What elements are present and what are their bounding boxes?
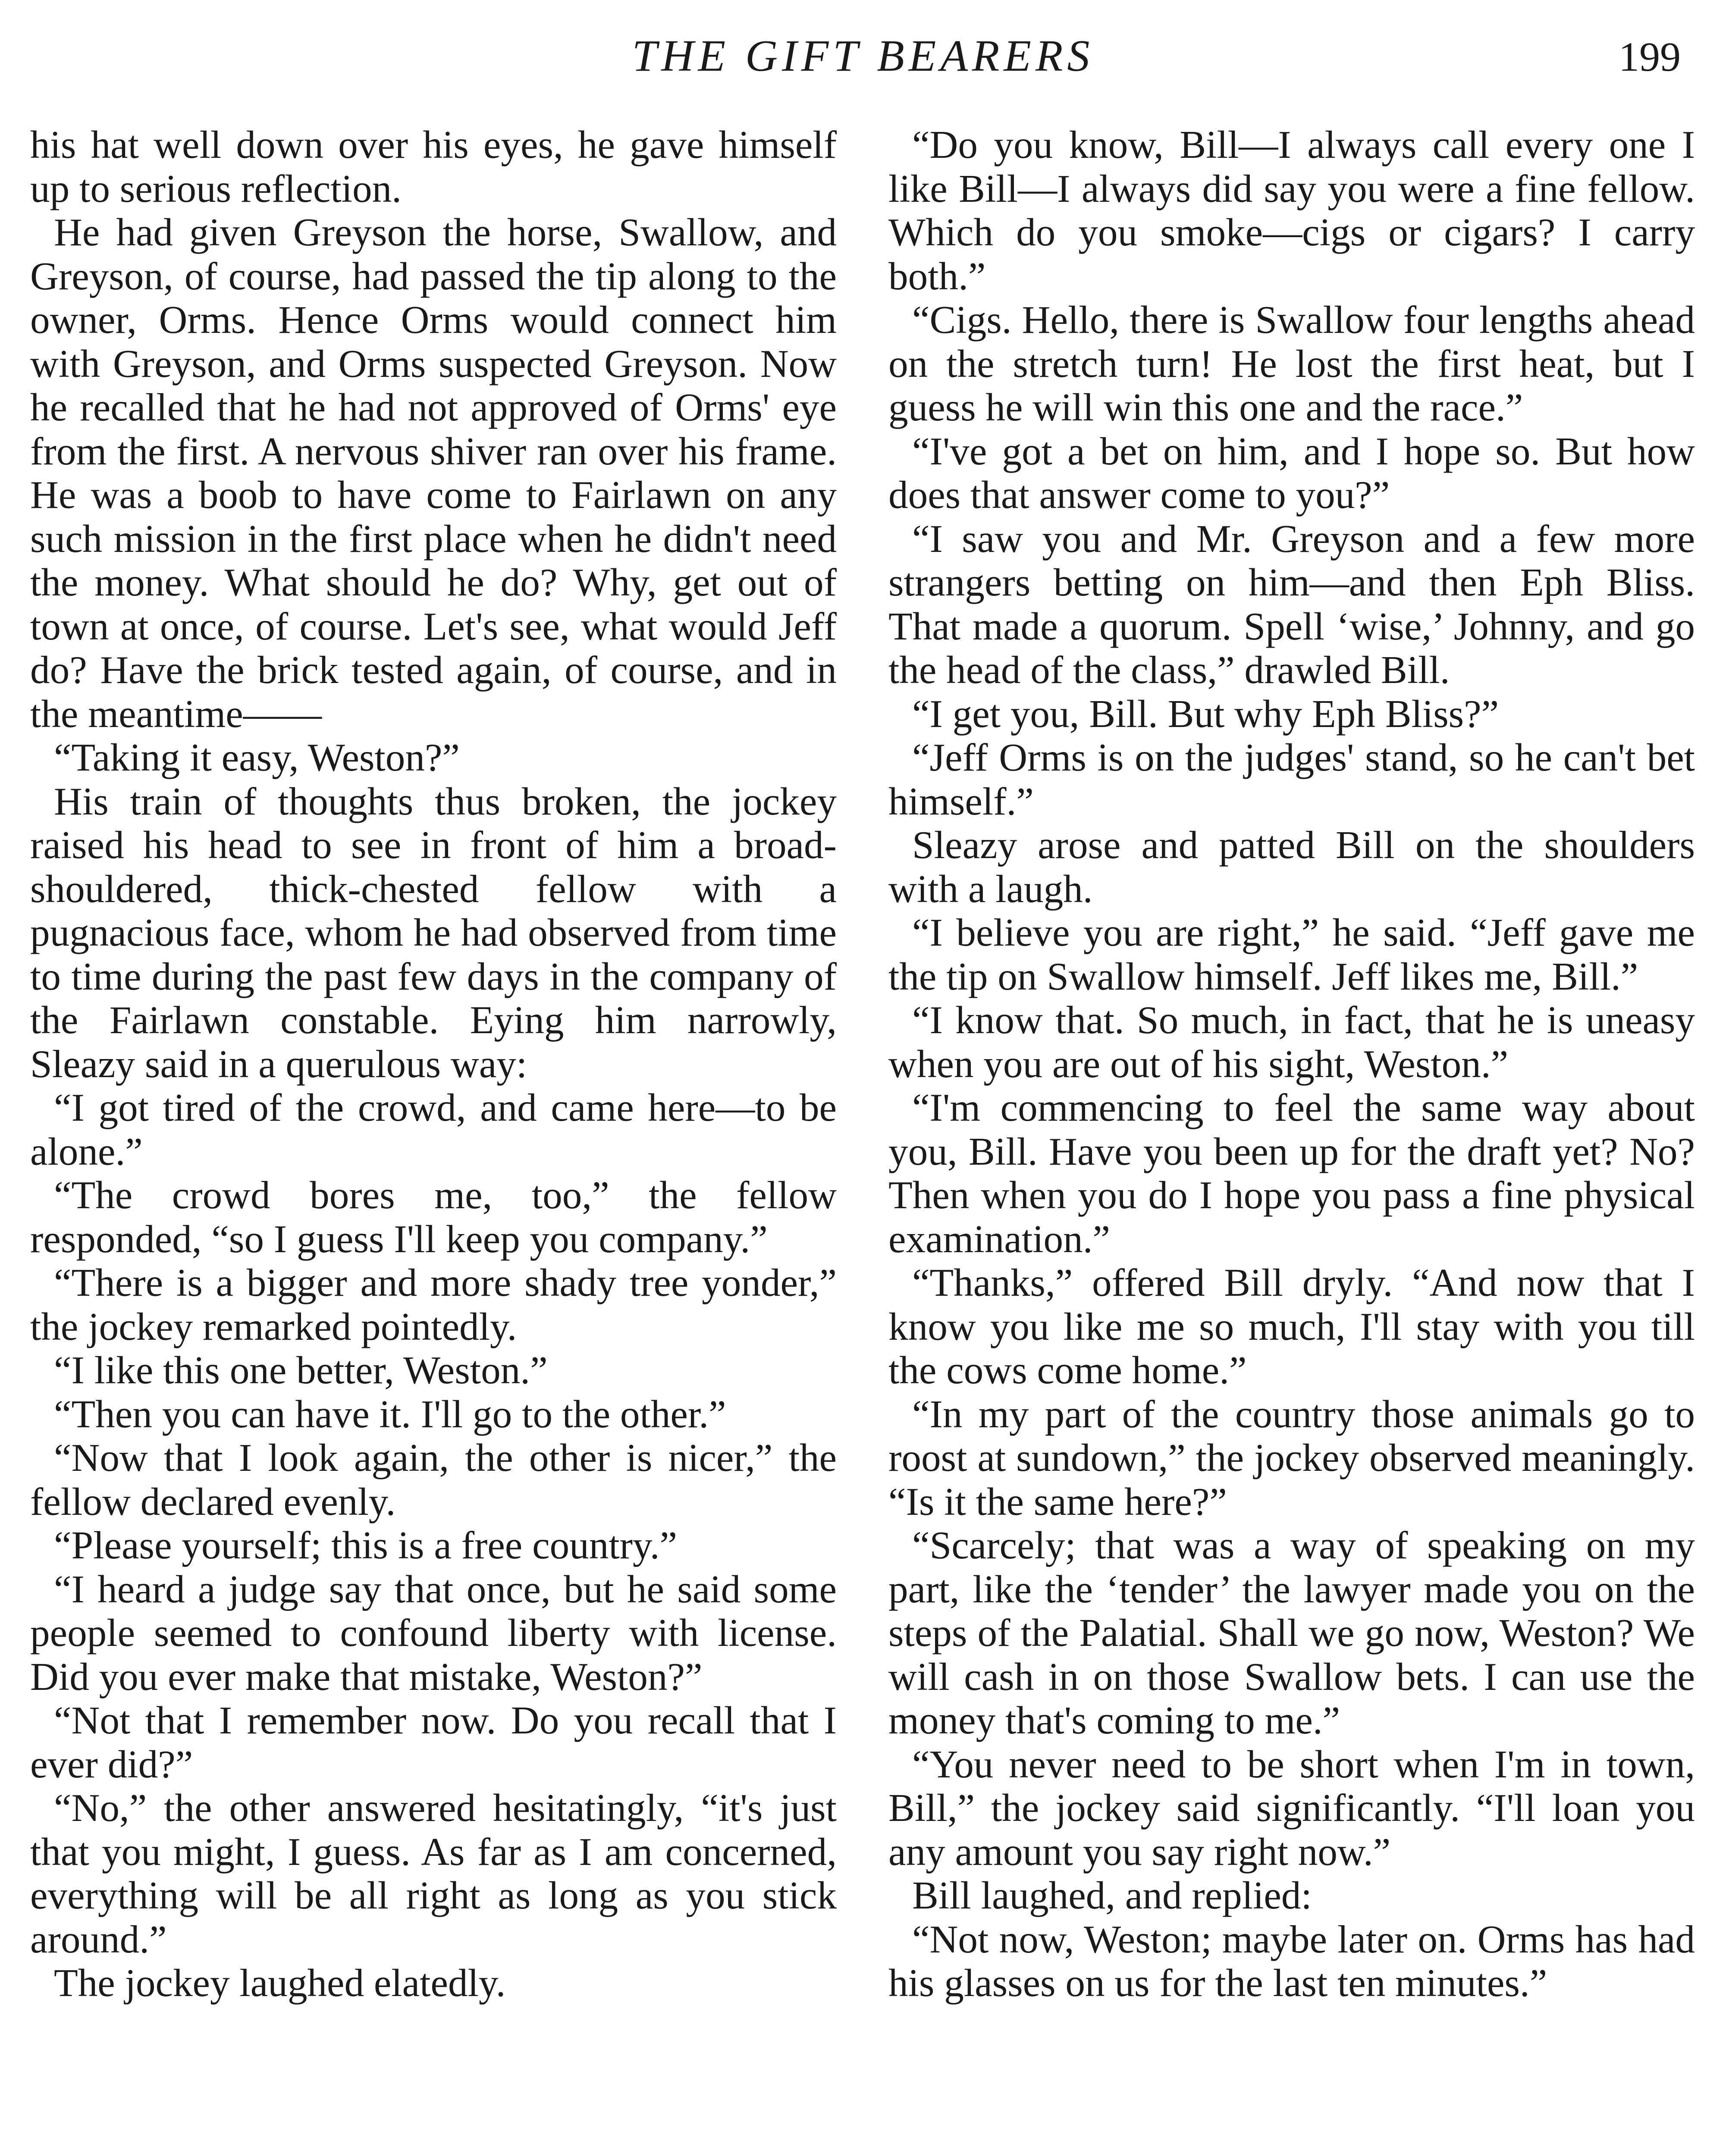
paragraph: “I get you, Bill. But why Eph Bliss?” — [912, 692, 1499, 736]
paragraph: “Thanks,” offered Bill dryly. “And now that I know you like me so much, I'll stay with you till the cows come home.” — [888, 1261, 1695, 1392]
paragraph: His train of thoughts thus broken, the jockey raised his head to see in front of him a broad-shouldered, thick-chested fellow with a pugnacious face, whom he had observed from time to time during the past few days in the company of the Fairlawn constable. Eying him narrowly, Sleazy said in a querulous way: — [30, 779, 837, 1086]
running-title: THE GIFT BEARERS — [632, 31, 1094, 81]
paragraph: his hat well down over his eyes, he gave himself up to serious reflection. — [30, 123, 837, 210]
paragraph: “The crowd bores me, too,” the fellow responded, “so I guess I'll keep you company.” — [30, 1173, 837, 1261]
paragraph: “I'm commencing to feel the same way about you, Bill. Have you been up for the draft yet? No? Then when you do I hope you pass a fine physical examination.” — [888, 1086, 1695, 1261]
paragraph: Bill laughed, and replied: — [912, 1874, 1312, 1917]
paragraph: “Now that I look again, the other is nicer,” the fellow declared evenly. — [30, 1436, 837, 1523]
paragraph: “Do you know, Bill—I always call every one I like Bill—I always did say you were a fine fellow. Which do you smoke—cigs or cigars? I carry both.” — [888, 123, 1695, 298]
paragraph: “You never need to be short when I'm in town, Bill,” the jockey said significantly. “I'll loan you any amount you say right now.” — [888, 1742, 1695, 1874]
paragraph: “I got tired of the crowd, and came here—to be alone.” — [30, 1086, 837, 1173]
page-header — [0, 30, 1726, 86]
paragraph: “Then you can have it. I'll go to the other.” — [54, 1392, 726, 1436]
paragraph: “In my part of the country those animals go to roost at sundown,” the jockey observed meaningly. “Is it the same here?” — [888, 1392, 1695, 1523]
paragraph: “No,” the other answered hesitatingly, “it's just that you might, I guess. As far as I am concerned, everything will be all right as long as you stick around.” — [30, 1786, 837, 1961]
right-column — [888, 123, 1695, 2005]
page-number: 199 — [1619, 34, 1681, 80]
paragraph: “I know that. So much, in fact, that he is uneasy when you are out of his sight, Weston.” — [888, 998, 1695, 1086]
paragraph: “Not that I remember now. Do you recall that I ever did?” — [30, 1698, 837, 1786]
paragraph: “Jeff Orms is on the judges' stand, so he can't bet himself.” — [888, 736, 1695, 823]
paragraph: He had given Greyson the horse, Swallow, and Greyson, of course, had passed the tip along to the owner, Orms. Hence Orms would connect him with Greyson, and Orms suspected Greyson. Now he recalled that he had not approved of Orms' eye from the first. A nervous shiver ran over his frame. He was a boob to have come to Fairlawn on any such mission in the first place when he didn't need the money. What should he do? Why, get out of town at once, of course. Let's see, what would Jeff do? Have the brick tested again, of course, and in the meantime—— — [30, 210, 837, 736]
paragraph: The jockey laughed elatedly. — [54, 1961, 506, 2005]
left-column — [30, 123, 837, 2005]
paragraph: “Not now, Weston; maybe later on. Orms has had his glasses on us for the last ten minutes.” — [888, 1917, 1695, 2005]
paragraph: “Scarcely; that was a way of speaking on my part, like the ‘tender’ the lawyer made you on the steps of the Palatial. Shall we go now, Weston? We will cash in on those Swallow bets. I can use the money that's coming to me.” — [888, 1523, 1695, 1742]
paragraph: “I like this one better, Weston.” — [54, 1348, 548, 1392]
paragraph: “I believe you are right,” he said. “Jeff gave me the tip on Swallow himself. Jeff likes me, Bill.” — [888, 911, 1695, 998]
paragraph: “Please yourself; this is a free country.” — [54, 1523, 677, 1567]
paragraph: “Taking it easy, Weston?” — [54, 736, 460, 779]
paragraph: “I've got a bet on him, and I hope so. But how does that answer come to you?” — [888, 429, 1695, 517]
paragraph: Sleazy arose and patted Bill on the shoulders with a laugh. — [888, 823, 1695, 911]
paragraph: “There is a bigger and more shady tree yonder,” the jockey remarked pointedly. — [30, 1261, 837, 1348]
paragraph: “I heard a judge say that once, but he said some people seemed to confound liberty with license. Did you ever make that mistake, Weston?” — [30, 1567, 837, 1698]
paragraph: “I saw you and Mr. Greyson and a few more strangers betting on him—and then Eph Bliss. That made a quorum. Spell ‘wise,’ Johnny, and go the head of the class,” drawled Bill. — [888, 517, 1695, 692]
paragraph: “Cigs. Hello, there is Swallow four lengths ahead on the stretch turn! He lost the first heat, but I guess he will win this one and the race.” — [888, 298, 1695, 429]
